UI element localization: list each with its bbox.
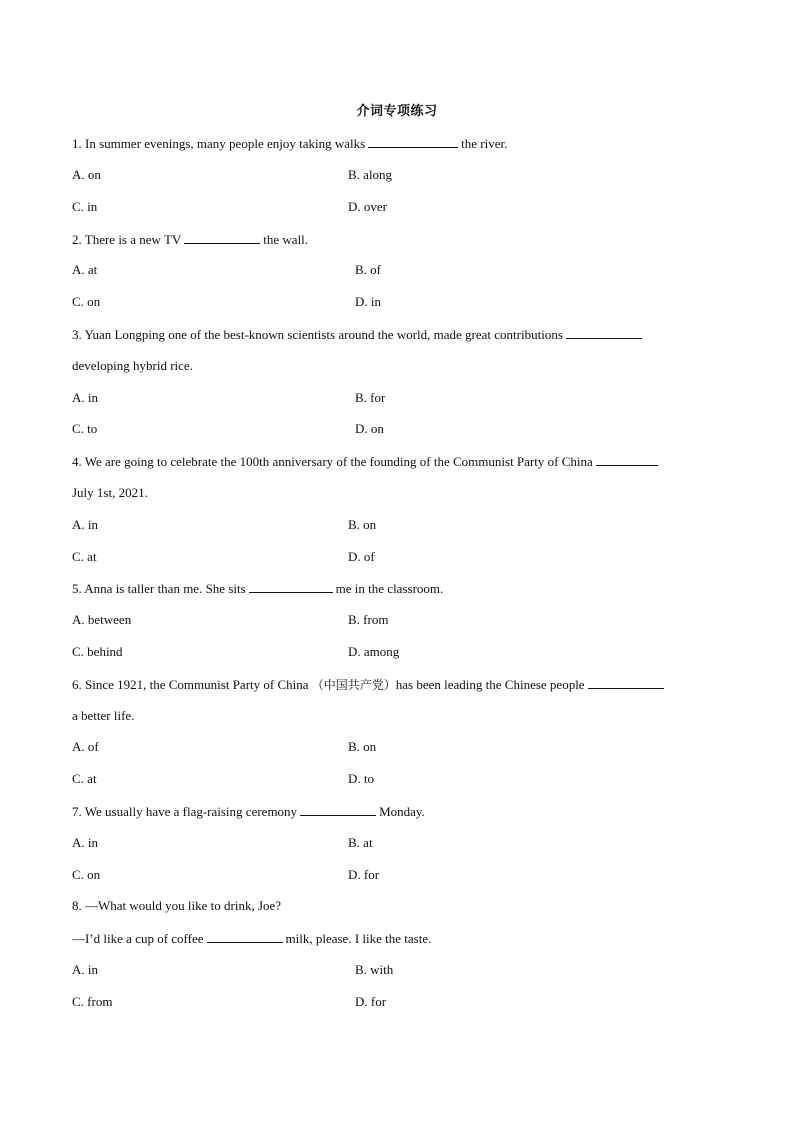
option-c[interactable]: C. at xyxy=(72,549,97,564)
question-text: 7. We usually have a flag-raising ceremony xyxy=(72,804,298,819)
question-text: 5. Anna is taller than me. She sits xyxy=(72,581,246,596)
option-a[interactable]: A. on xyxy=(72,167,101,182)
question-5 xyxy=(72,580,443,597)
option-d[interactable]: D. on xyxy=(355,421,384,436)
question-text: 1. In summer evenings, many people enjoy taking walks xyxy=(72,136,366,151)
option-b[interactable]: B. of xyxy=(355,262,381,277)
question-text-after: milk, please. I like the taste. xyxy=(285,931,432,946)
question-2 xyxy=(72,231,308,248)
question-text-after: Monday. xyxy=(379,804,425,819)
option-b[interactable]: B. on xyxy=(348,739,377,754)
option-b[interactable]: B. from xyxy=(348,612,389,627)
option-a[interactable]: A. between xyxy=(72,612,132,627)
option-b[interactable]: B. on xyxy=(348,517,377,532)
option-a[interactable]: A. at xyxy=(72,262,98,277)
option-c[interactable]: C. to xyxy=(72,421,98,436)
question-7 xyxy=(72,803,425,820)
question-text-after: me in the classroom. xyxy=(335,581,444,596)
question-1 xyxy=(72,135,507,152)
answer-blank[interactable] xyxy=(368,135,458,148)
option-b[interactable]: B. at xyxy=(348,835,373,850)
answer-blank[interactable] xyxy=(184,231,260,244)
question-4-continuation: July 1st, 2021. xyxy=(72,485,148,500)
option-d[interactable]: D. to xyxy=(348,771,374,786)
option-d[interactable]: D. of xyxy=(348,549,375,564)
answer-blank[interactable] xyxy=(207,930,283,943)
question-text: 6. Since 1921, the Communist Party of China xyxy=(72,677,309,692)
answer-blank[interactable] xyxy=(249,580,333,593)
option-c[interactable]: C. from xyxy=(72,994,113,1009)
question-8-dialog: 8. —What would you like to drink, Joe? xyxy=(72,898,282,913)
question-3-continuation: developing hybrid rice. xyxy=(72,358,193,373)
option-a[interactable]: A. in xyxy=(72,517,98,532)
option-c[interactable]: C. at xyxy=(72,771,97,786)
question-text: 3. Yuan Longping one of the best-known scientists around the world, made great contributions xyxy=(72,327,563,342)
option-c[interactable]: C. on xyxy=(72,867,101,882)
question-text-mid: has been leading the Chinese people xyxy=(395,677,585,692)
option-a[interactable]: A. of xyxy=(72,739,99,754)
option-c[interactable]: C. in xyxy=(72,199,98,214)
option-d[interactable]: D. among xyxy=(348,644,400,659)
question-text: 2. There is a new TV xyxy=(72,232,182,247)
answer-blank[interactable] xyxy=(300,803,376,816)
option-a[interactable]: A. in xyxy=(72,835,98,850)
answer-blank[interactable] xyxy=(596,453,658,466)
answer-blank[interactable] xyxy=(566,326,642,339)
question-8 xyxy=(72,930,431,947)
question-3 xyxy=(72,326,645,343)
option-d[interactable]: D. for xyxy=(355,994,387,1009)
cjk-note: （中国共产党） xyxy=(311,678,396,692)
option-a[interactable]: A. in xyxy=(72,390,98,405)
option-d[interactable]: D. in xyxy=(355,294,381,309)
question-4 xyxy=(72,453,661,470)
page-title: 介词专项练习 xyxy=(356,104,438,119)
option-b[interactable]: B. for xyxy=(355,390,386,405)
option-d[interactable]: D. over xyxy=(348,199,387,214)
question-6 xyxy=(72,676,667,693)
question-text: —I’d like a cup of coffee xyxy=(72,931,204,946)
option-b[interactable]: B. with xyxy=(355,962,394,977)
question-6-continuation: a better life. xyxy=(72,708,135,723)
question-text-after: the wall. xyxy=(263,232,309,247)
option-d[interactable]: D. for xyxy=(348,867,380,882)
option-a[interactable]: A. in xyxy=(72,962,98,977)
question-text-after: the river. xyxy=(461,136,508,151)
option-c[interactable]: C. on xyxy=(72,294,101,309)
answer-blank[interactable] xyxy=(588,676,664,689)
option-c[interactable]: C. behind xyxy=(72,644,123,659)
option-b[interactable]: B. along xyxy=(348,167,393,182)
question-text: 4. We are going to celebrate the 100th anniversary of the founding of the Communist Party of China xyxy=(72,454,593,469)
